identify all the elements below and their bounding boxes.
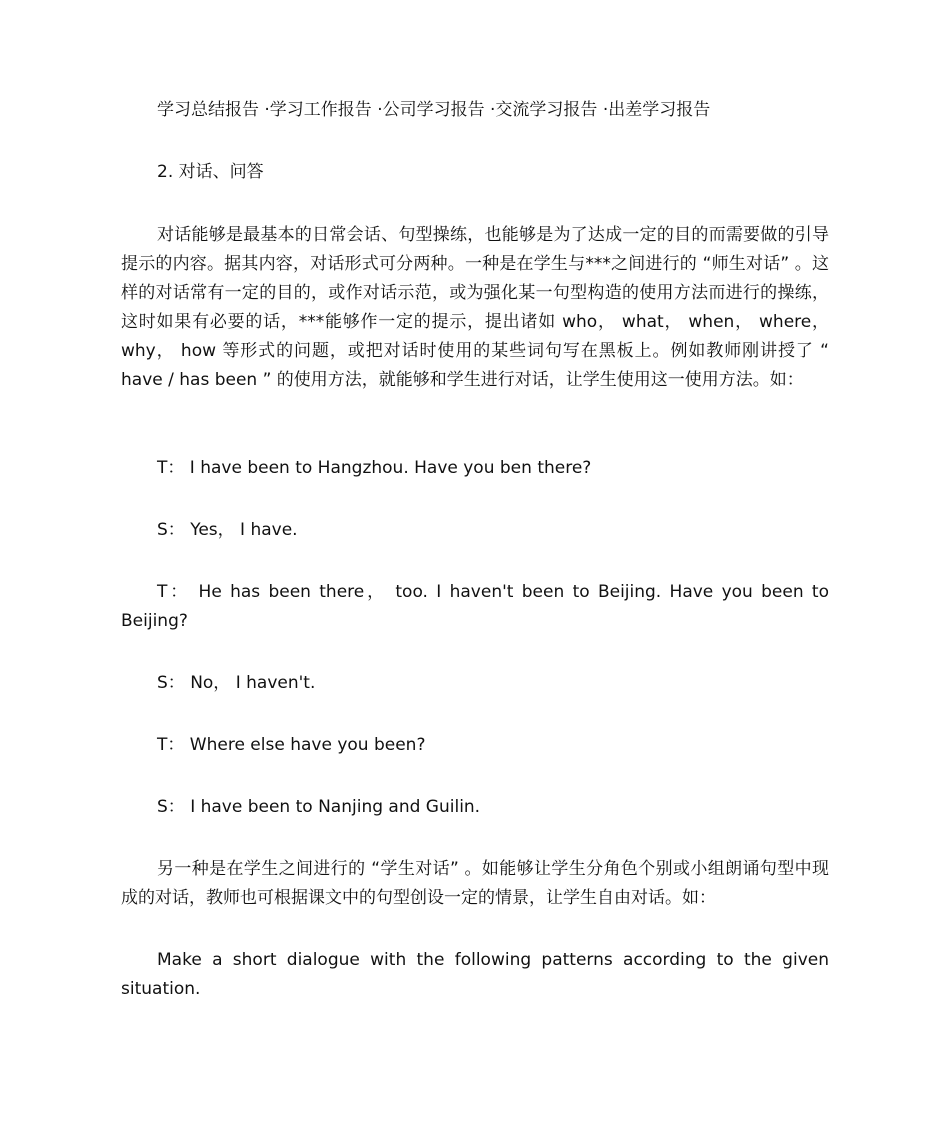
dialogue-line: S： I have been to Nanjing and Guilin.	[157, 797, 481, 817]
related-reports-line: 学习总结报告 ·学习工作报告 ·公司学习报告 ·交流学习报告 ·出差学习报告	[157, 100, 711, 120]
dialogue-line: T： I have been to Hangzhou. Have you ben there?	[157, 458, 592, 478]
body-paragraph: Make a short dialogue with the following patterns according to the given situation.	[121, 950, 829, 999]
dialogue-line: S： Yes， I have.	[157, 520, 298, 540]
dialogue-line: T： Where else have you been?	[157, 735, 426, 755]
body-paragraph: 对话能够是最基本的日常会话、句型操练，也能够是为了达成一定的目的而需要做的引导提示的内容。据其内容，对话形式可分两种。一种是在学生与***之间进行的 “师生对话” 。这样的对话常有一定的目的，或作对话示范，或为强化某一句型构造的使用方法而进行的操练，这时如果有必要的话，***能够作一定的提示，提出诸如 who， what， when， where， why， how 等形式的问题，或把对话时使用的某些词句写在黑板上。例如教师刚讲授了 “ have / has been ” 的使用方法，就能够和学生进行对话，让学生使用这一使用方法。如：	[121, 225, 829, 390]
dialogue-line: T： He has been there， too. I haven't been to Beijing. Have you been to Beijing?	[121, 582, 829, 631]
section-heading: 2. 对话、问答	[157, 162, 264, 182]
body-paragraph: 另一种是在学生之间进行的 “学生对话” 。如能够让学生分角色个别或小组朗诵句型中现成的对话，教师也可根据课文中的句型创设一定的情景，让学生自由对话。如：	[121, 859, 829, 908]
dialogue-line: S： No， I haven't.	[157, 673, 316, 693]
